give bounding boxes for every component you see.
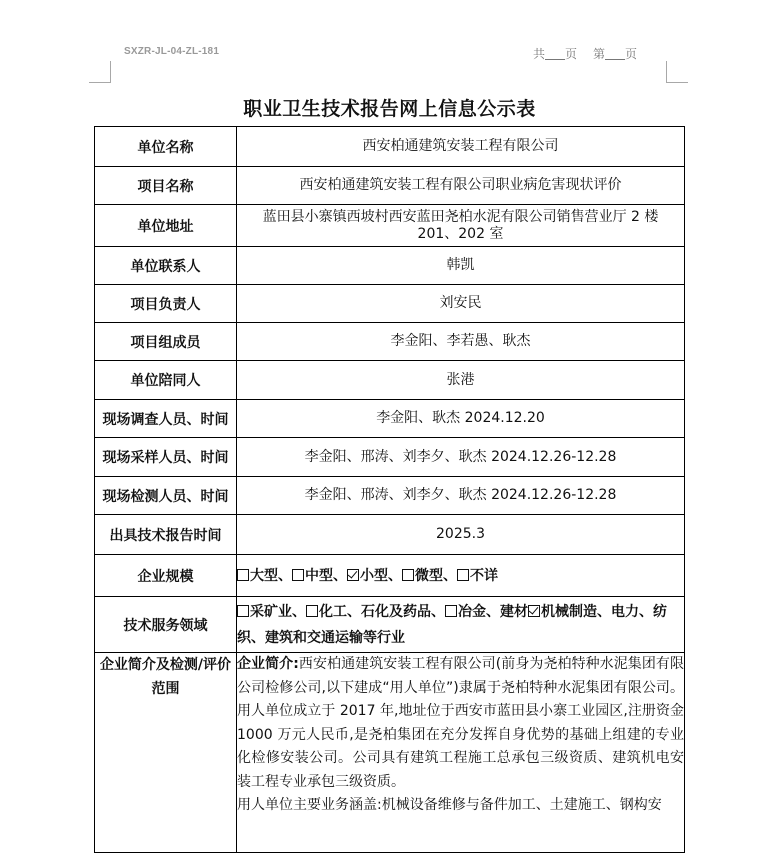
table-row	[95, 361, 685, 400]
project-name-label: 项目名称	[95, 167, 237, 205]
table-row	[95, 323, 685, 361]
report-time-label: 出具技术报告时间	[95, 515, 237, 555]
service-checkbox-metallurgy[interactable]	[445, 605, 457, 617]
table-row	[95, 597, 685, 653]
unit-name-label: 单位名称	[95, 127, 237, 167]
intro-heading: 企业简介:	[237, 656, 299, 672]
unit-address-value: 蓝田县小寨镇西坡村西安蓝田尧柏水泥有限公司销售营业厅 2 楼 201、202 室	[237, 205, 685, 247]
table-row	[95, 400, 685, 438]
project-leader-label: 项目负责人	[95, 285, 237, 323]
contact-value: 韩凯	[237, 247, 685, 285]
unit-address-label: 单位地址	[95, 205, 237, 247]
document-code: SXZR-JL-04-ZL-181	[124, 46, 220, 57]
total-pages-blank	[545, 47, 565, 60]
scale-option-small: 小型	[360, 567, 388, 584]
service-area-label: 技术服务领域	[95, 597, 237, 653]
crop-mark-left-horizontal	[89, 82, 111, 83]
scale-checkbox-small[interactable]	[347, 569, 359, 581]
intro-label: 企业简介及检测/评价范围	[95, 653, 237, 853]
scale-option-medium: 中型	[305, 567, 333, 584]
info-table	[94, 126, 685, 853]
table-row	[95, 555, 685, 597]
report-time-value: 2025.3	[237, 515, 685, 555]
project-leader-value: 刘安民	[237, 285, 685, 323]
members-value: 李金阳、李若愚、耿杰	[237, 323, 685, 361]
service-option-machinery: 机械制造、电力、纺织、建筑和交通运输等行业	[237, 603, 667, 646]
intro-paragraph-2: 用人单位主要业务涵盖:机械设备维修与备件加工、土建施工、钢构安	[237, 797, 662, 813]
service-option-chemical: 化工、石化及药品	[319, 603, 431, 620]
scale-options: 大型、 中型、 小型、 微型、 不详	[237, 555, 685, 597]
escort-label: 单位陪同人	[95, 361, 237, 400]
table-row	[95, 205, 685, 247]
page-number-suffix: 页	[625, 47, 638, 61]
table-row	[95, 127, 685, 167]
table-row	[95, 515, 685, 555]
table-row	[95, 247, 685, 285]
survey-label: 现场调查人员、时间	[95, 400, 237, 438]
page-number-prefix: 第	[593, 47, 606, 61]
company-intro	[237, 653, 685, 853]
scale-option-unknown: 不详	[470, 567, 498, 584]
service-checkbox-chemical[interactable]	[306, 605, 318, 617]
document-title: 职业卫生技术报告网上信息公示表	[243, 98, 536, 120]
table-row	[95, 477, 685, 515]
sampling-label: 现场采样人员、时间	[95, 438, 237, 477]
testing-value: 李金阳、邢涛、刘李夕、耿杰 2024.12.26-12.28	[237, 477, 685, 515]
members-label: 项目组成员	[95, 323, 237, 361]
table-row	[95, 438, 685, 477]
scale-checkbox-unknown[interactable]	[457, 569, 469, 581]
scale-label: 企业规模	[95, 555, 237, 597]
service-area-options: 采矿业、 化工、石化及药品、 冶金、建材 机械制造、电力、纺织、建筑和交通运输等行业	[237, 597, 685, 653]
service-option-metallurgy: 冶金、建材	[458, 603, 528, 620]
scale-option-large: 大型	[250, 567, 278, 584]
service-option-mining: 采矿业	[250, 603, 292, 620]
scale-checkbox-micro[interactable]	[402, 569, 414, 581]
scale-checkbox-medium[interactable]	[292, 569, 304, 581]
table-row	[95, 167, 685, 205]
service-checkbox-machinery[interactable]	[528, 605, 540, 617]
intro-paragraph-1	[237, 653, 684, 794]
sampling-value: 李金阳、邢涛、刘李夕、耿杰 2024.12.26-12.28	[237, 438, 685, 477]
crop-mark-right-horizontal	[666, 82, 688, 83]
crop-mark-left-vertical	[110, 61, 111, 83]
intro-text: 西安柏通建筑安装工程有限公司(前身为尧柏特种水泥集团有限公司检修公司,以下建成“用人单位”)隶属于尧柏特种水泥集团有限公司。用人单位成立于 2017 年,地址位于西安市蓝田县小寨工业园区,注册资金 1000 万元人民币,是尧柏集团在充分发挥自身优势的基础上组建的专业化检修安装公司。公司具有建筑工程施工总承包三级资质、建筑机电安装工程专业承包三级资质。	[237, 656, 684, 790]
table-row	[95, 285, 685, 323]
testing-label: 现场检测人员、时间	[95, 477, 237, 515]
page-number-blank	[605, 47, 625, 60]
service-checkbox-mining[interactable]	[237, 605, 249, 617]
total-pages-suffix: 页	[565, 47, 578, 61]
scale-checkbox-large[interactable]	[237, 569, 249, 581]
page-count	[533, 45, 637, 62]
total-pages-prefix: 共	[533, 47, 546, 61]
unit-name-value: 西安柏通建筑安装工程有限公司	[237, 127, 685, 167]
project-name-value: 西安柏通建筑安装工程有限公司职业病危害现状评价	[237, 167, 685, 205]
survey-value: 李金阳、耿杰 2024.12.20	[237, 400, 685, 438]
scale-option-micro: 微型	[415, 567, 443, 584]
table-row	[95, 653, 685, 853]
crop-mark-right-vertical	[666, 61, 667, 83]
escort-value: 张港	[237, 361, 685, 400]
contact-label: 单位联系人	[95, 247, 237, 285]
